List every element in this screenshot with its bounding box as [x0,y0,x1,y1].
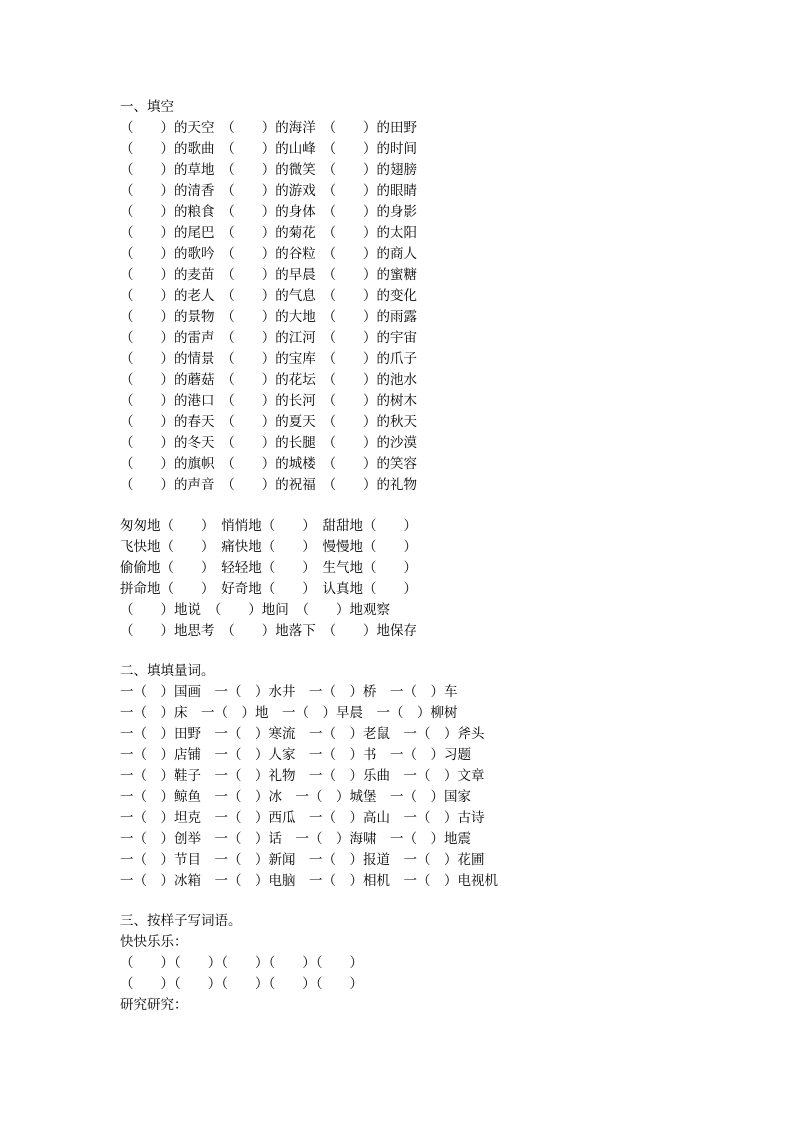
measure-line-2: 一（ ）床 一（ ）地 一（ ）早晨 一（ ）柳树 [120,705,458,721]
fill-line-13: （ ）的蘑菇 （ ）的花坛 （ ）的池水 [120,372,417,388]
fill-line-16: （ ）的冬天 （ ）的长腿 （ ）的沙漠 [120,435,417,451]
fill-line-15: （ ）的春天 （ ）的夏天 （ ）的秋天 [120,414,417,430]
adverb-line-2: 飞快地（ ） 痛快地（ ） 慢慢地（ ） [120,539,417,555]
pattern-line-2: （ ）（ ）（ ）（ ）（ ） [120,976,363,992]
fill-line-10: （ ）的景物 （ ）的大地 （ ）的雨露 [120,309,417,325]
fill-line-17: （ ）的旗帜 （ ）的城楼 （ ）的笑容 [120,456,417,472]
adverb-line-6: （ ）地思考 （ ）地落下 （ ）地保存 [120,623,417,639]
fill-line-12: （ ）的情景 （ ）的宝库 （ ）的爪子 [120,351,417,367]
section-3-heading: 三、按样子写词语。 [120,913,242,929]
fill-line-7: （ ）的歌吟 （ ）的谷粒 （ ）的商人 [120,246,417,262]
adverb-line-1: 匆匆地（ ） 悄悄地（ ） 甜甜地（ ） [120,518,417,534]
fill-line-6: （ ）的尾巴 （ ）的菊花 （ ）的太阳 [120,225,417,241]
example-1-label: 快快乐乐： [120,934,188,950]
adverb-line-3: 偷偷地（ ） 轻轻地（ ） 生气地（ ） [120,560,417,576]
fill-line-5: （ ）的粮食 （ ）的身体 （ ）的身影 [120,204,417,220]
fill-line-8: （ ）的麦苗 （ ）的早晨 （ ）的蜜糖 [120,267,417,283]
fill-line-3: （ ）的草地 （ ）的微笑 （ ）的翅膀 [120,162,417,178]
fill-line-11: （ ）的雷声 （ ）的江河 （ ）的宇宙 [120,330,417,346]
example-2-label: 研究研究： [120,997,188,1013]
measure-line-10: 一（ ）冰箱 一（ ）电脑 一（ ）相机 一（ ）电视机 [120,873,498,889]
measure-line-4: 一（ ）店铺 一（ ）人家 一（ ）书 一（ ）习题 [120,747,471,763]
measure-line-9: 一（ ）节目 一（ ）新闻 一（ ）报道 一（ ）花圃 [120,852,485,868]
fill-line-18: （ ）的声音 （ ）的祝福 （ ）的礼物 [120,477,417,493]
pattern-line-1: （ ）（ ）（ ）（ ）（ ） [120,955,363,971]
measure-line-3: 一（ ）田野 一（ ）寒流 一（ ）老鼠 一（ ）斧头 [120,726,485,742]
fill-line-4: （ ）的清香 （ ）的游戏 （ ）的眼睛 [120,183,417,199]
measure-line-1: 一（ ）国画 一（ ）水井 一（ ）桥 一（ ）车 [120,684,458,700]
fill-line-14: （ ）的港口 （ ）的长河 （ ）的树木 [120,393,417,409]
measure-line-6: 一（ ）鲸鱼 一（ ）冰 一（ ）城堡 一（ ）国家 [120,789,471,805]
fill-line-2: （ ）的歌曲 （ ）的山峰 （ ）的时间 [120,141,417,157]
fill-line-9: （ ）的老人 （ ）的气息 （ ）的变化 [120,288,417,304]
measure-line-7: 一（ ）坦克 一（ ）西瓜 一（ ）高山 一（ ）古诗 [120,810,485,826]
section-1-heading: 一、填空 [120,99,174,115]
adverb-line-4: 拼命地（ ） 好奇地（ ） 认真地（ ） [120,581,417,597]
adverb-line-5: （ ）地说 （ ）地问 （ ）地观察 [120,602,390,618]
section-2-heading: 二、填填量词。 [120,663,215,679]
fill-line-1: （ ）的天空 （ ）的海洋 （ ）的田野 [120,120,417,136]
measure-line-5: 一（ ）鞋子 一（ ）礼物 一（ ）乐曲 一（ ）文章 [120,768,485,784]
measure-line-8: 一（ ）创举 一（ ）话 一（ ）海啸 一（ ）地震 [120,831,471,847]
